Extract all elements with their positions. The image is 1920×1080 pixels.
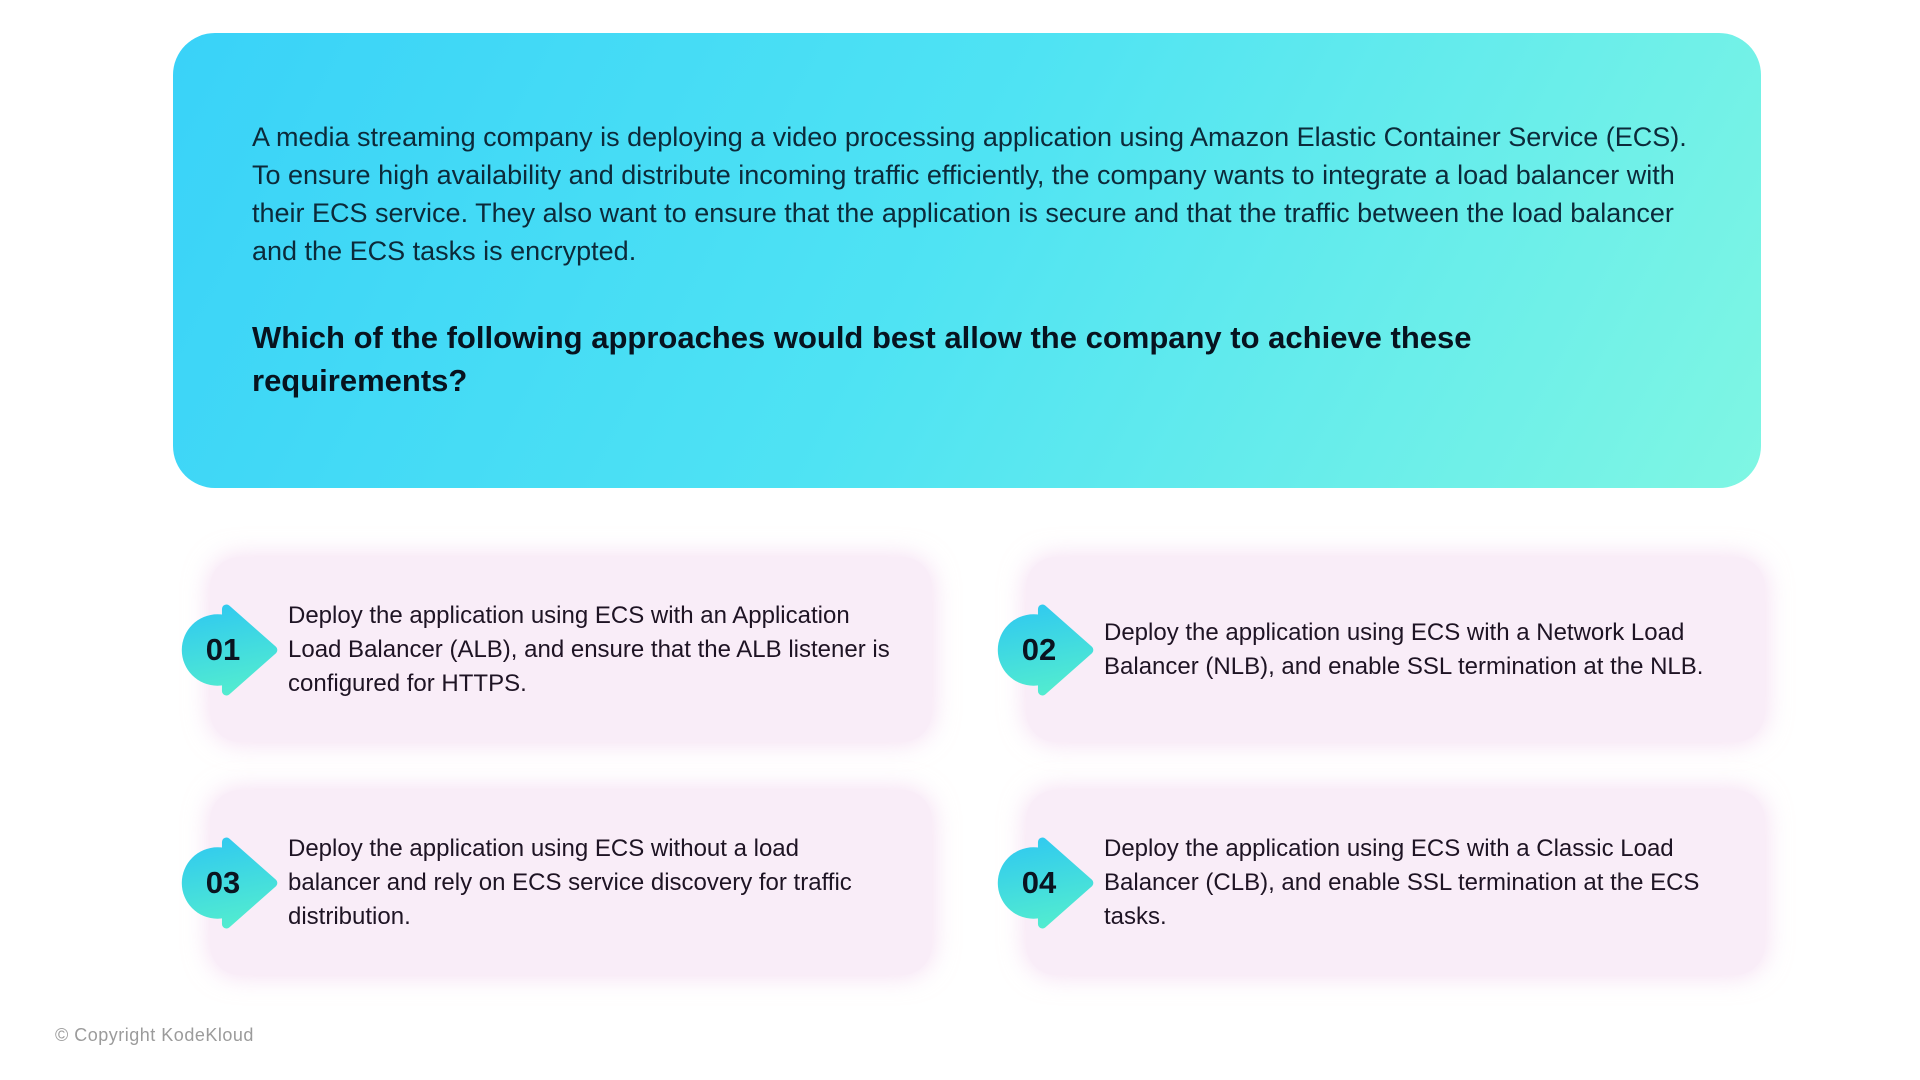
option-4-badge <box>996 831 1096 935</box>
option-card-3[interactable] <box>205 790 932 975</box>
option-text: Deploy the application using ECS without a load balancer and rely on ECS service discovery for traffic distribution. <box>288 834 852 930</box>
option-number: 04 <box>1021 864 1057 900</box>
question-card <box>173 33 1761 488</box>
option-number: 02 <box>1021 631 1057 667</box>
option-number: 03 <box>205 864 241 900</box>
option-card-2[interactable] <box>1021 557 1765 742</box>
option-number: 01 <box>205 631 241 667</box>
option-2-badge <box>996 598 1096 702</box>
option-text: Deploy the application using ECS with a Network Load Balancer (NLB), and enable SSL termination at the NLB. <box>1104 618 1704 680</box>
option-1-badge <box>180 598 280 702</box>
option-3-badge <box>180 831 280 935</box>
option-text: Deploy the application using ECS with an Application Load Balancer (ALB), and ensure that the ALB listener is configured for HTTPS. <box>288 601 890 697</box>
options-grid <box>205 557 1765 975</box>
question-scenario: A media streaming company is deploying a video processing application using Amazon Elastic Container Service (ECS). To ensure high availability and distribute incoming traffic efficiently, the company wants to integrate a load balancer with their ECS service. They also want to ensure that the application is secure and that the traffic between the load balancer and the ECS tasks is encrypted. <box>252 122 1687 266</box>
option-text: Deploy the application using ECS with a Classic Load Balancer (CLB), and enable SSL termination at the ECS tasks. <box>1104 834 1700 930</box>
option-card-4[interactable] <box>1021 790 1765 975</box>
option-card-1[interactable] <box>205 557 932 742</box>
copyright-notice: © Copyright KodeKloud <box>55 1025 254 1045</box>
question-prompt: Which of the following approaches would best allow the company to achieve these requirements? <box>252 320 1472 398</box>
